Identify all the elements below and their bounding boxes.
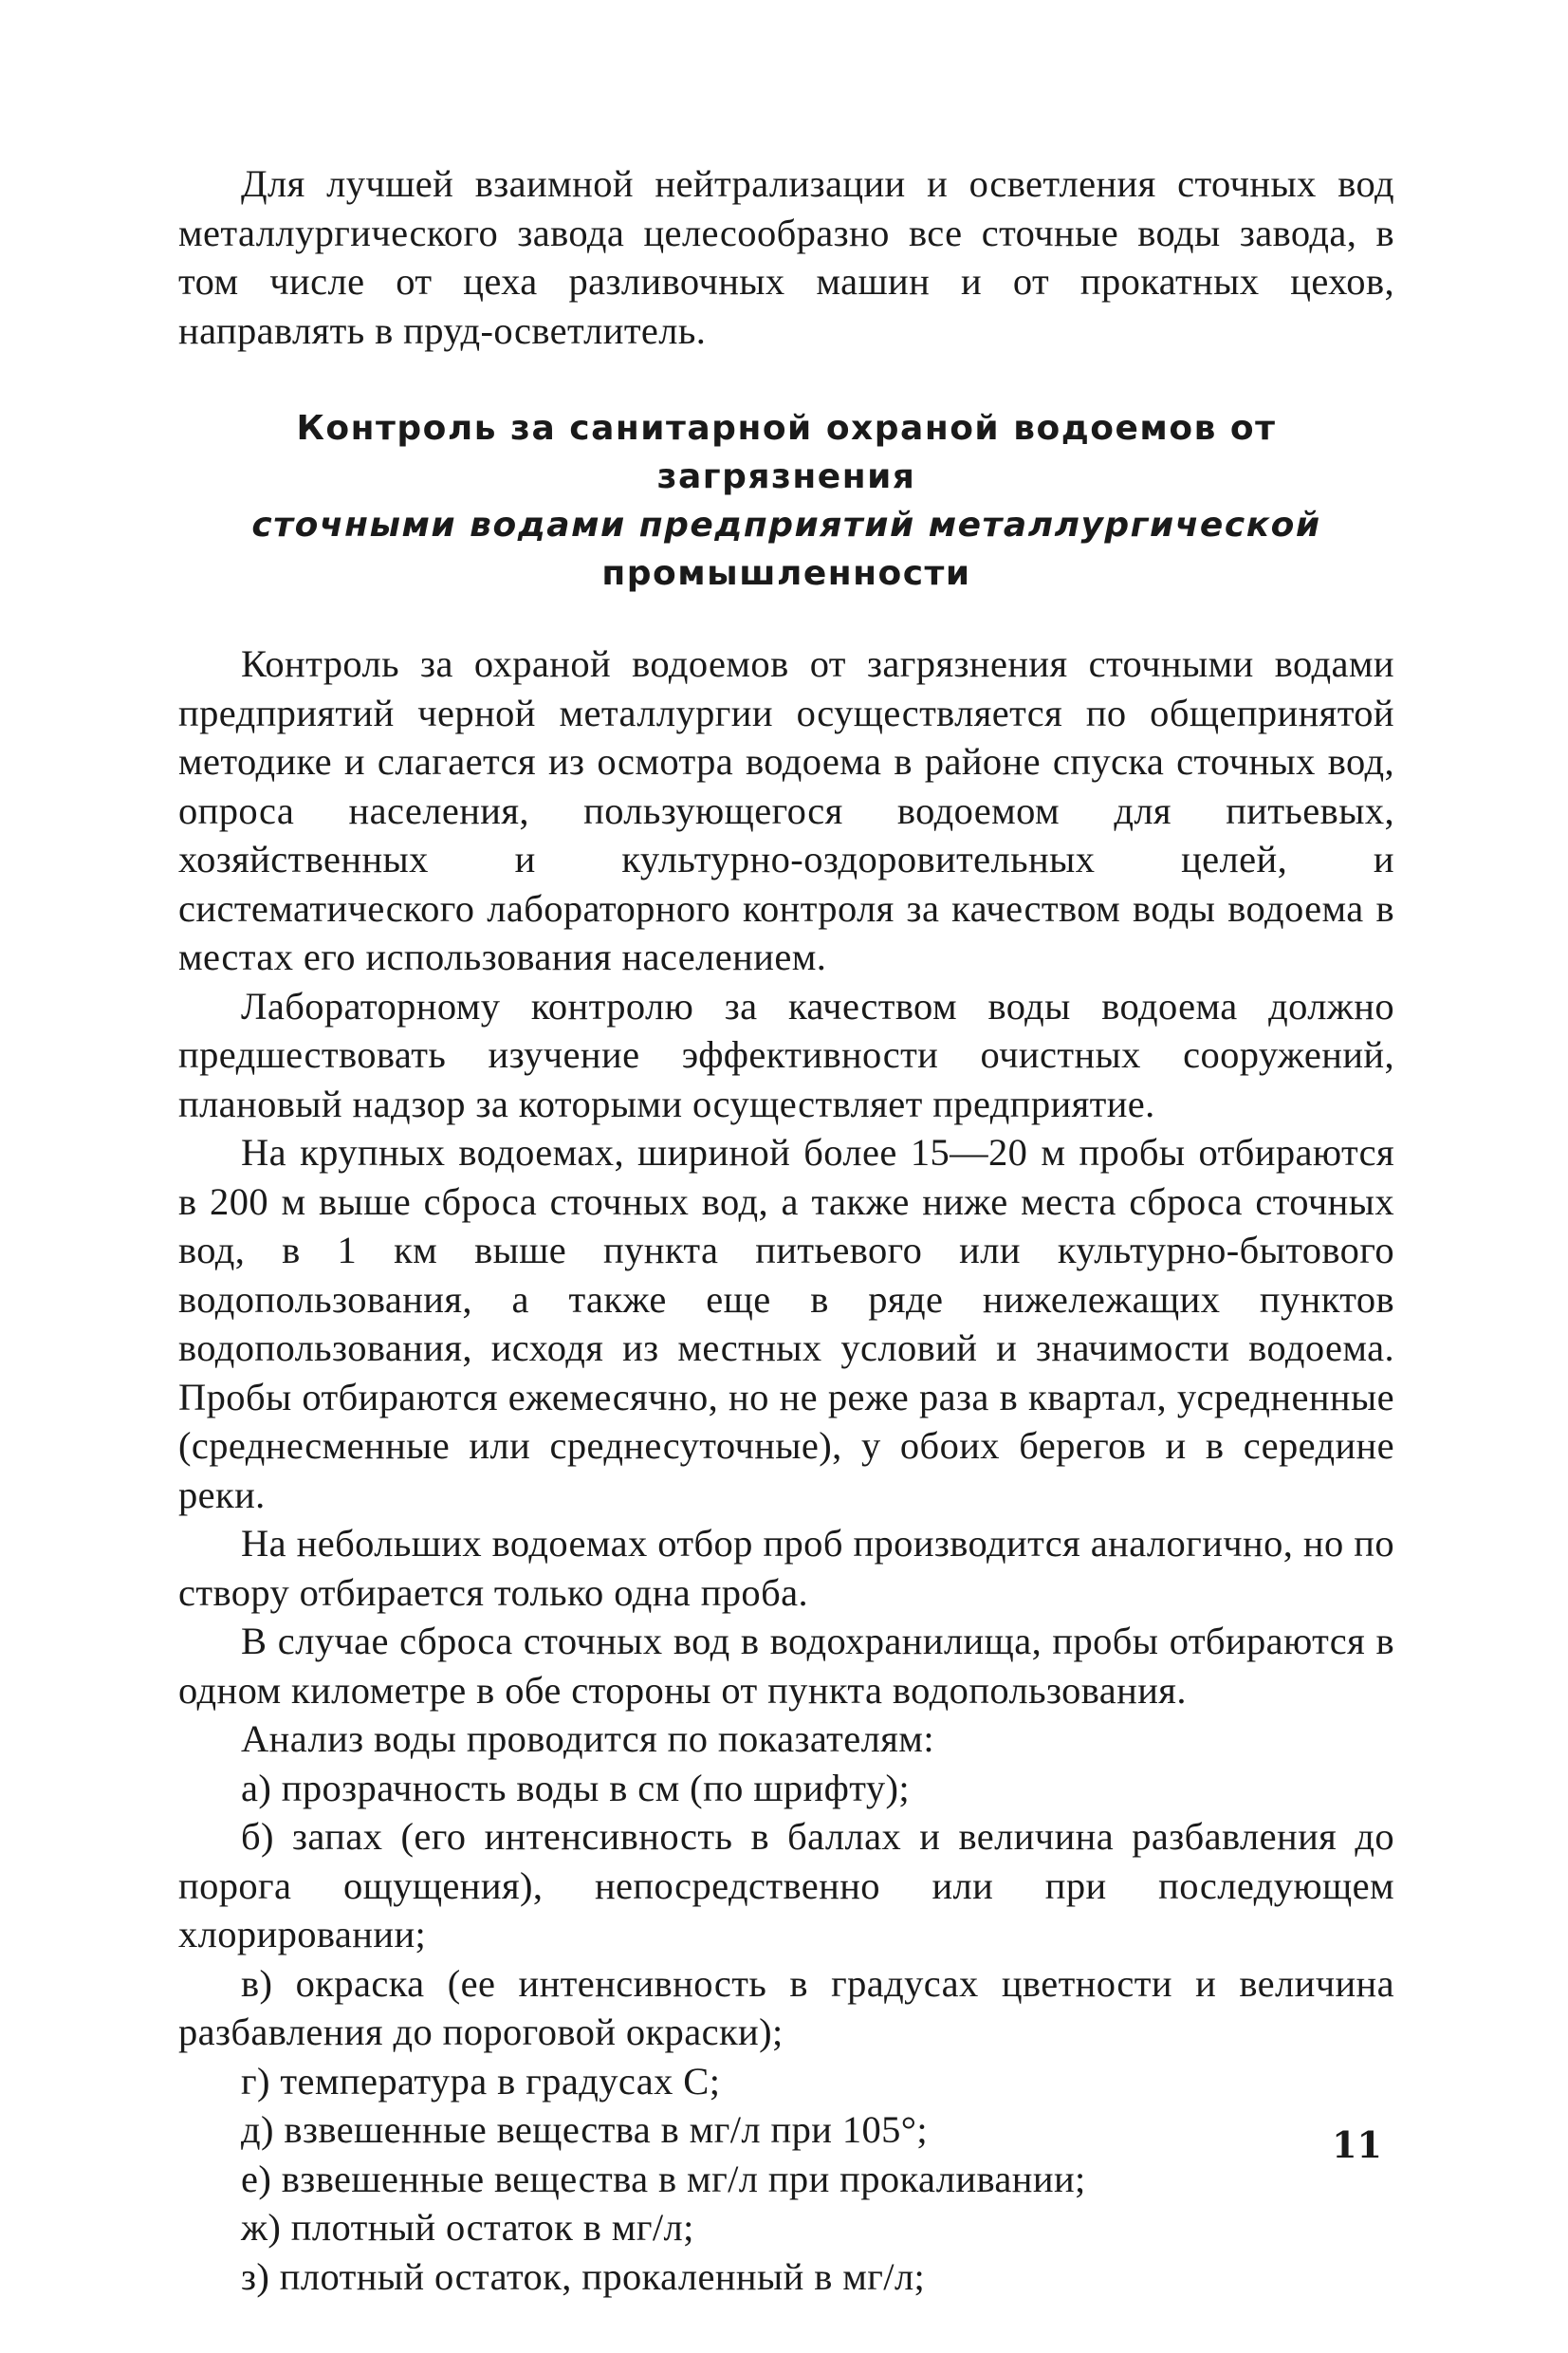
list-item: а) прозрачность воды в см (по шрифту); bbox=[241, 1766, 911, 1809]
list-item: в) окраска (ее интенсивность в градусах цветности и величина разбавления до пороговой окраски); bbox=[178, 1961, 1394, 2053]
section-heading bbox=[178, 404, 1394, 598]
intro-paragraph: Для лучшей взаимной нейтрализации и осветления сточных вод металлургического завода целесообразно все сточные воды завода, в том числе от цеха разливочных машин и от прокатных цехов, направлять в пруд-осветлитель. bbox=[178, 162, 1394, 352]
paragraph-control-method: Контроль за охраной водоемов от загрязнения сточными водами предприятий черной металлургии осуществляется по общепринятой методике и слагается из осмотра водоема в районе спуска сточных вод, опроса населения, пользующегося водоемом для питьевых, хозяйственных и культурно-оздоровительных целей, и систематического лабораторного контроля за качеством воды водоема в местах его использования населением. bbox=[178, 642, 1394, 978]
list-item: ж) плотный остаток в мг/л; bbox=[241, 2206, 694, 2249]
paragraph-large-reservoirs: На крупных водоемах, шириной более 15—20 м пробы отбираются в 200 м выше сброса сточных вод, а также ниже места сброса сточных вод, в 1 км выше пункта питьевого или культурно-бытового водопользования, а также еще в ряде нижележащих пунктов водопользования, исходя из местных условий и значимости водоема. Пробы отбираются ежемесячно, но не реже раза в квартал, усредненные (среднесменные или среднесуточные), у обоих берегов и в середине реки. bbox=[178, 1131, 1394, 1516]
page-body bbox=[178, 159, 1394, 2301]
heading-line-3: промышленности bbox=[601, 554, 971, 593]
list-item: е) взвешенные вещества в мг/л при прокаливании; bbox=[241, 2157, 1086, 2200]
paragraph-analysis-intro: Анализ воды проводится по показателям: bbox=[241, 1717, 934, 1760]
paragraph-small-reservoirs: На небольших водоемах отбор проб производится аналогично, но по створу отбирается только одна проба. bbox=[178, 1522, 1394, 1614]
list-item: д) взвешенные вещества в мг/л при 105°; bbox=[241, 2108, 929, 2151]
heading-line-2: сточными водами предприятий металлургической bbox=[251, 506, 1321, 545]
heading-line-1: Контроль за санитарной охраной водоемов от загрязнения bbox=[296, 409, 1277, 496]
paragraph-water-storage: В случае сброса сточных вод в водохранилища, пробы отбираются в одном километре в обе стороны от пункта водопользования. bbox=[178, 1620, 1394, 1712]
list-item: б) запах (его интенсивность в баллах и величина разбавления до порога ощущения), непосредственно или при последующем хлорировании; bbox=[178, 1815, 1394, 1955]
list-item: з) плотный остаток, прокаленный в мг/л; bbox=[241, 2254, 926, 2298]
paragraph-lab-control: Лабораторному контролю за качеством воды водоема должно предшествовать изучение эффективности очистных сооружений, плановый надзор за которыми осуществляет предприятие. bbox=[178, 984, 1394, 1125]
list-item: г) температура в градусах С; bbox=[241, 2059, 721, 2103]
indicators-list bbox=[178, 1764, 1394, 2302]
page-number: 11 bbox=[1332, 2123, 1382, 2166]
